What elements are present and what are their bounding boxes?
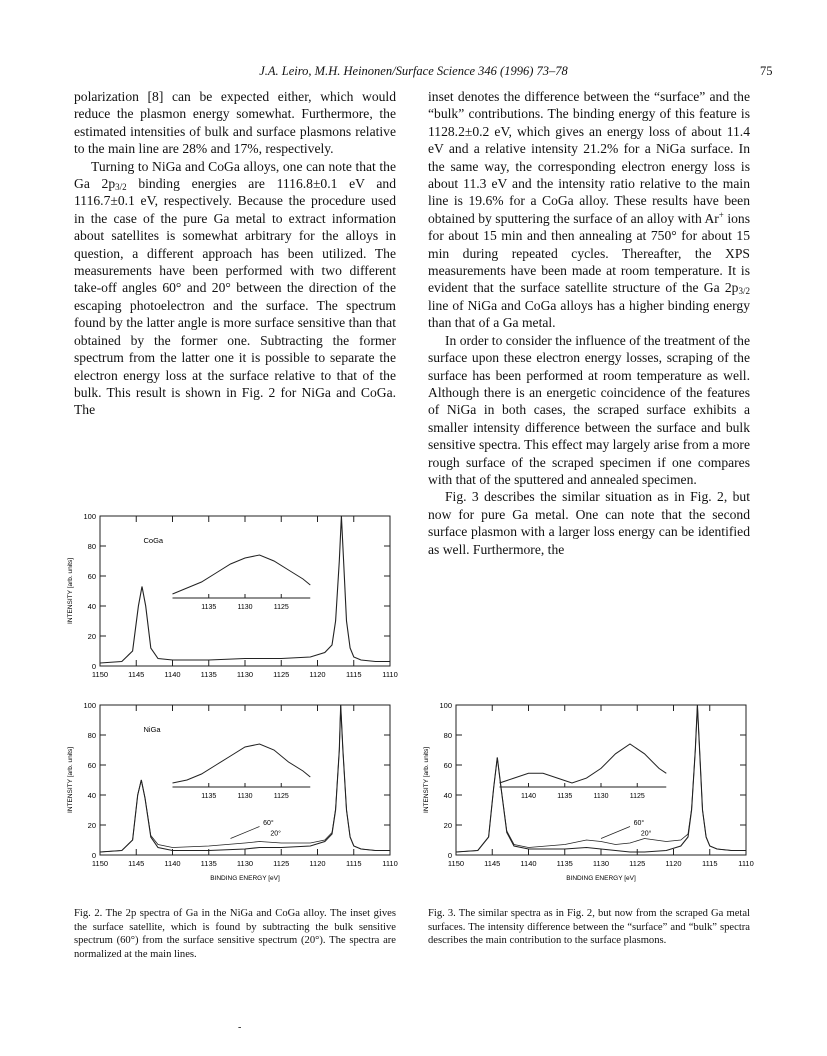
y-tick-label: 20 [443,821,452,830]
y-tick-label: 60 [87,761,96,770]
x-axis-label: BINDING ENERGY [eV] [210,875,280,882]
y-tick-label: 40 [87,602,96,611]
x-tick-label: 1145 [484,859,501,868]
x-axis-label: BINDING ENERGY [eV] [566,875,636,882]
paragraph: inset denotes the difference between the “surface” and the “bulk” contributions. The binding energy of this feature is 1128.2±0.2 eV, which gives an energy loss of about 11.4 eV and a relative intensity 21.2% for a NiGa surface. In the same way, the corresponding electron energy loss is about 11.3 eV and the intensity ratio relative to the main line is 19.6% for a CoGa alloy. These results have been obtained by sputtering the surface of an alloy with Ar+ ions for about 15 min and then annealing at 750° for about 15 min during repeated cycles. Thereafter, the XPS measurements have been made at room temperature. It is evident that the surface satellite structure of the Ga $2p_{3/2}$ line of NiGa and CoGa alloys has a higher binding energy than that of a Ga metal. [428,89,750,331]
figure-3-caption: Fig. 3. The similar spectra as in Fig. 2, but now from the scraped Ga metal surfaces. The intensity difference between the “surface” and “bulk” spectra describes the main contribution to the surface plasmons. [428,908,750,947]
page-header [0,64,827,84]
x-tick-label: 1135 [200,859,217,868]
y-tick-label: 60 [443,761,452,770]
inset-tick-label: 1130 [593,793,609,800]
y-tick-label: 0 [91,851,96,860]
paragraph: Fig. 3 describes the similar situation as in Fig. 2, but now for pure Ga metal. One can note that the second surface plasmon with a larger loss energy can be identified as well. Furthermore, the [428,489,750,557]
y-tick-label: 100 [439,701,452,710]
annotation-20: 20° [270,830,281,838]
x-tick-label: 1125 [629,859,646,868]
annotation-20: 20° [640,830,652,838]
y-tick-label: 20 [87,821,96,830]
y-tick-label: 100 [83,512,96,521]
right-column [428,88,750,558]
figure-2-caption: Fig. 2. The 2p spectra of Ga in the NiGa and CoGa alloy. The inset gives the surface satellite, which is found by subtracting the bulk sensitive spectrum (60°) from the surface sensitive spectrum (20°). The spectra are normalized at the main lines. [74,908,396,960]
inset-tick-label: 1130 [237,793,253,800]
panel-label: NiGa [143,725,161,734]
y-tick-label: 40 [87,791,96,800]
inset-tick-label: 1135 [201,604,217,611]
figure-2-niga [60,697,405,902]
y-axis-label: INTENSITY [arb. units] [423,747,430,813]
y-tick-label: 80 [443,731,452,740]
x-tick-label: 1115 [345,859,362,868]
x-tick-label: 1150 [91,670,109,679]
running-title: J.A. Leiro, M.H. Heinonen/Surface Science 346 (1996) 73–78 [259,64,568,78]
x-tick-label: 1140 [164,859,181,868]
x-tick-label: 1135 [200,670,217,679]
y-tick-label: 60 [87,572,96,581]
niga-spectrum-chart [60,697,405,897]
footer-mark: - [238,1022,242,1033]
y-tick-label: 80 [87,542,96,551]
inset-curve [173,744,311,783]
x-tick-label: 1110 [382,859,398,868]
x-tick-label: 1145 [128,670,145,679]
annotation-60: 60° [263,820,274,827]
plot-frame [456,705,746,855]
x-tick-label: 1135 [556,859,573,868]
x-tick-label: 1115 [345,670,362,679]
inset-tick-label: 1135 [201,793,217,800]
x-tick-label: 1150 [447,859,465,868]
y-tick-label: 80 [87,731,96,740]
x-tick-label: 1125 [273,859,290,868]
inset-curve [173,555,311,594]
y-axis-label: INTENSITY [arb. units] [67,747,74,813]
annotation-leader [231,827,260,839]
left-column [74,88,396,419]
annotation-leader [601,827,630,839]
y-tick-label: 20 [87,632,96,641]
x-tick-label: 1140 [520,859,537,868]
x-tick-label: 1120 [309,670,326,679]
coga-spectrum-chart [60,508,405,690]
page-number: 75 [760,64,773,78]
x-tick-label: 1130 [236,859,254,868]
inset-tick-label: 1135 [557,793,573,800]
inset-tick-label: 1140 [520,793,537,800]
x-tick-label: 1145 [128,859,145,868]
x-tick-label: 1140 [164,670,181,679]
y-tick-label: 100 [83,701,96,710]
annotation-60: 60° [633,820,645,827]
figure-3-ga [416,697,761,902]
y-axis-label: INTENSITY [arb. units] [67,558,74,624]
x-tick-label: 1120 [309,859,326,868]
y-tick-label: 40 [443,791,452,800]
inset-tick-label: 1130 [237,604,253,611]
paragraph: In order to consider the influence of the treatment of the surface upon these electron energy losses, scraping of the surface has been performed at room temperature as well. Although there is an energetic coincidence of the features of NiGa in both cases, the scraped surface exhibits a smaller intensity difference between the surface and bulk sensitive spectra. This effect may largely arise from a more rough surface of the scraped specimen if one compares with that of the sputtered and annealed specimen. [428,332,750,487]
x-tick-label: 1110 [382,670,398,679]
y-tick-label: 0 [447,851,452,860]
y-tick-label: 0 [91,662,96,671]
paragraph: polarization [8] can be expected either, which would reduce the plasmon energy somewhat. Furthermore, the estimated intensities of bulk and surface plasmons relative to the main line are 28% and 17%, respectively. [74,89,396,157]
inset-curve [500,744,667,783]
x-tick-label: 1130 [592,859,610,868]
inset-tick-label: 1125 [273,793,289,800]
x-tick-label: 1150 [91,859,109,868]
spectrum-line-20deg [456,705,746,852]
inset-tick-label: 1125 [629,793,645,800]
x-tick-label: 1115 [701,859,718,868]
x-tick-label: 1120 [665,859,682,868]
figure-2-coga [60,508,405,695]
ga-spectrum-chart [416,697,761,897]
x-tick-label: 1130 [236,670,254,679]
panel-label: CoGa [143,536,164,545]
x-tick-label: 1125 [273,670,290,679]
paragraph: Turning to NiGa and CoGa alloys, one can note that the Ga $2p_{3/2}$ binding energies are 1116.8±0.1 eV and 1116.7±0.1 eV, respectively. Because the procedure used in the case of the pure Ga metal to extract information about satellites is somewhat arbitrary for the alloys in question, a different approach has been utilized. The measurements have been performed with two different take-off angles 60° and 20° between the direction of the escaping photoelectron and the surface. The spectrum found by the latter angle is more surface sensitive than that obtained by the former one. Subtracting the former spectrum from the latter one it is possible to separate the electron energy loss at the surface relative to that of the bulk. This result is shown in Fig. 2 for NiGa and CoGa. The [74,158,397,418]
x-tick-label: 1110 [738,859,754,868]
inset-tick-label: 1125 [273,604,289,611]
